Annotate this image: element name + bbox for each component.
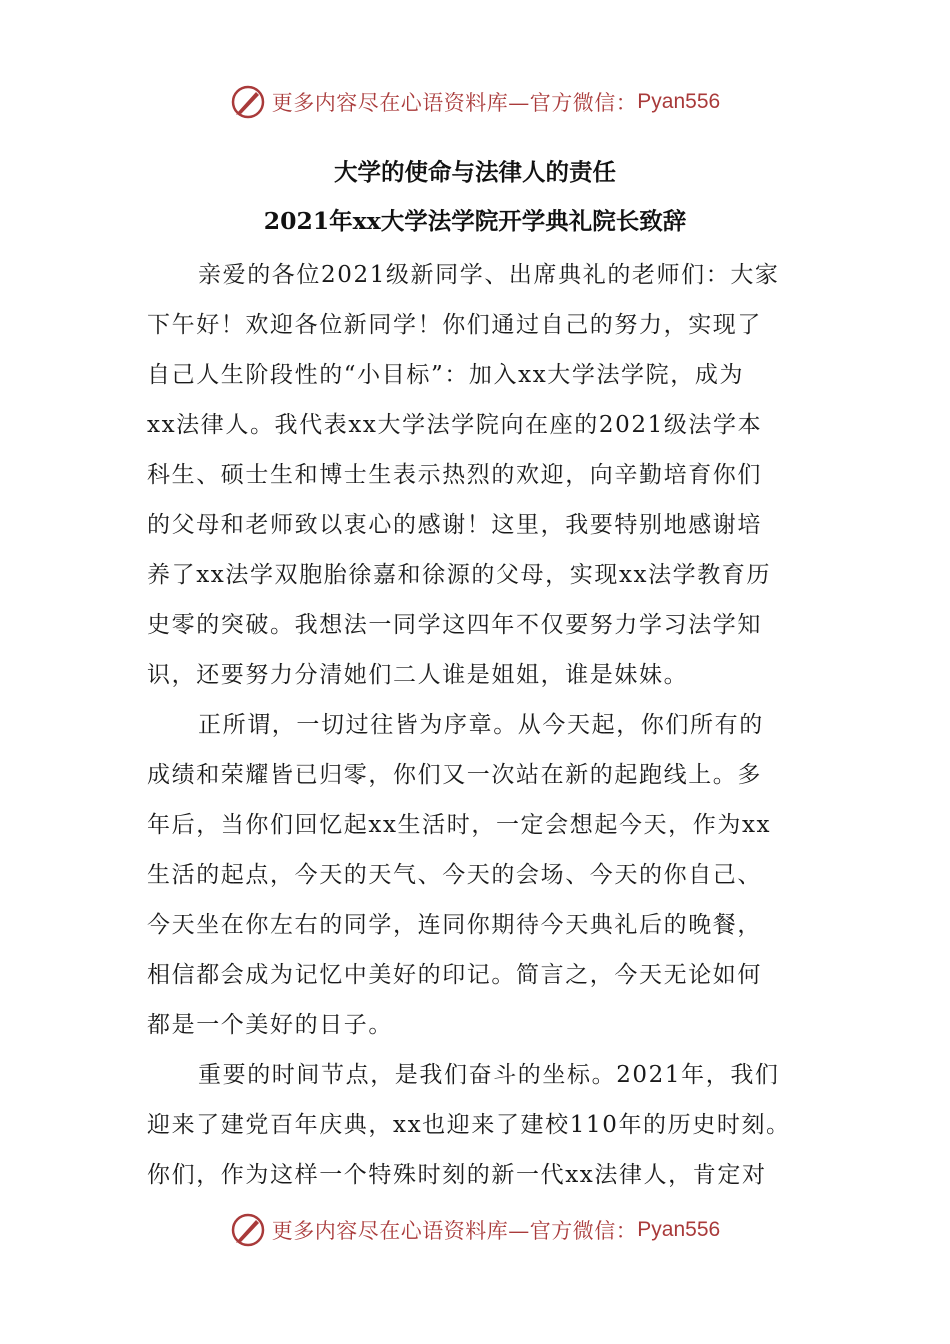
pen-logo-icon bbox=[230, 1212, 266, 1248]
body-line: 生活的起点，今天的天气、今天的会场、今天的你自己、 bbox=[147, 862, 762, 888]
body-line: 下午好！欢迎各位新同学！你们通过自己的努力，实现了 bbox=[147, 312, 762, 338]
header-banner-id: Pyan556 bbox=[637, 90, 721, 113]
pen-logo-icon bbox=[230, 84, 266, 120]
body-line: 正所谓，一切过往皆为序章。从今天起，你们所有的 bbox=[198, 712, 764, 738]
body-line: 迎来了建党百年庆典，xx也迎来了建校110年的历史时刻。 bbox=[147, 1112, 791, 1138]
body-line: 养了xx法学双胞胎徐嘉和徐源的父母，实现xx法学教育历 bbox=[147, 562, 772, 588]
body-line: 识，还要努力分清她们二人谁是姐姐，谁是妹妹。 bbox=[147, 662, 689, 688]
footer-banner bbox=[0, 1210, 950, 1250]
body-line: 史零的突破。我想法一同学这四年不仅要努力学习法学知 bbox=[147, 612, 762, 638]
body-line: 科生、硕士生和博士生表示热烈的欢迎，向辛勤培育你们 bbox=[147, 462, 762, 488]
header-banner-text: 更多内容尽在心语资料库—官方微信： bbox=[271, 91, 638, 115]
body-line: 成绩和荣耀皆已归零，你们又一次站在新的起跑线上。多 bbox=[147, 762, 762, 788]
footer-banner-text: 更多内容尽在心语资料库—官方微信： bbox=[271, 1219, 638, 1243]
body-line: xx法律人。我代表xx大学法学院向在座的2021级法学本 bbox=[147, 412, 763, 438]
document-subtitle: 2021年xx大学法学院开学典礼院长致辞 bbox=[263, 207, 687, 235]
header-banner bbox=[0, 82, 950, 122]
document-title: 大学的使命与法律人的责任 bbox=[334, 158, 616, 186]
body-line: 你们，作为这样一个特殊时刻的新一代xx法律人，肯定对 bbox=[147, 1162, 767, 1188]
body-line: 自己人生阶段性的“小目标”：加入xx大学法学院，成为 bbox=[147, 362, 745, 388]
body-line: 相信都会成为记忆中美好的印记。简言之，今天无论如何 bbox=[147, 962, 762, 988]
body-line: 亲爱的各位2021级新同学、出席典礼的老师们：大家 bbox=[198, 262, 780, 288]
footer-banner-id: Pyan556 bbox=[637, 1218, 721, 1241]
body-line: 重要的时间节点，是我们奋斗的坐标。2021年，我们 bbox=[198, 1062, 780, 1088]
body-line: 的父母和老师致以衷心的感谢！这里，我要特别地感谢培 bbox=[147, 512, 762, 538]
body-line: 今天坐在你左右的同学，连同你期待今天典礼后的晚餐， bbox=[147, 912, 762, 938]
body-line: 年后，当你们回忆起xx生活时，一定会想起今天，作为xx bbox=[147, 812, 772, 838]
body-line: 都是一个美好的日子。 bbox=[147, 1012, 393, 1038]
